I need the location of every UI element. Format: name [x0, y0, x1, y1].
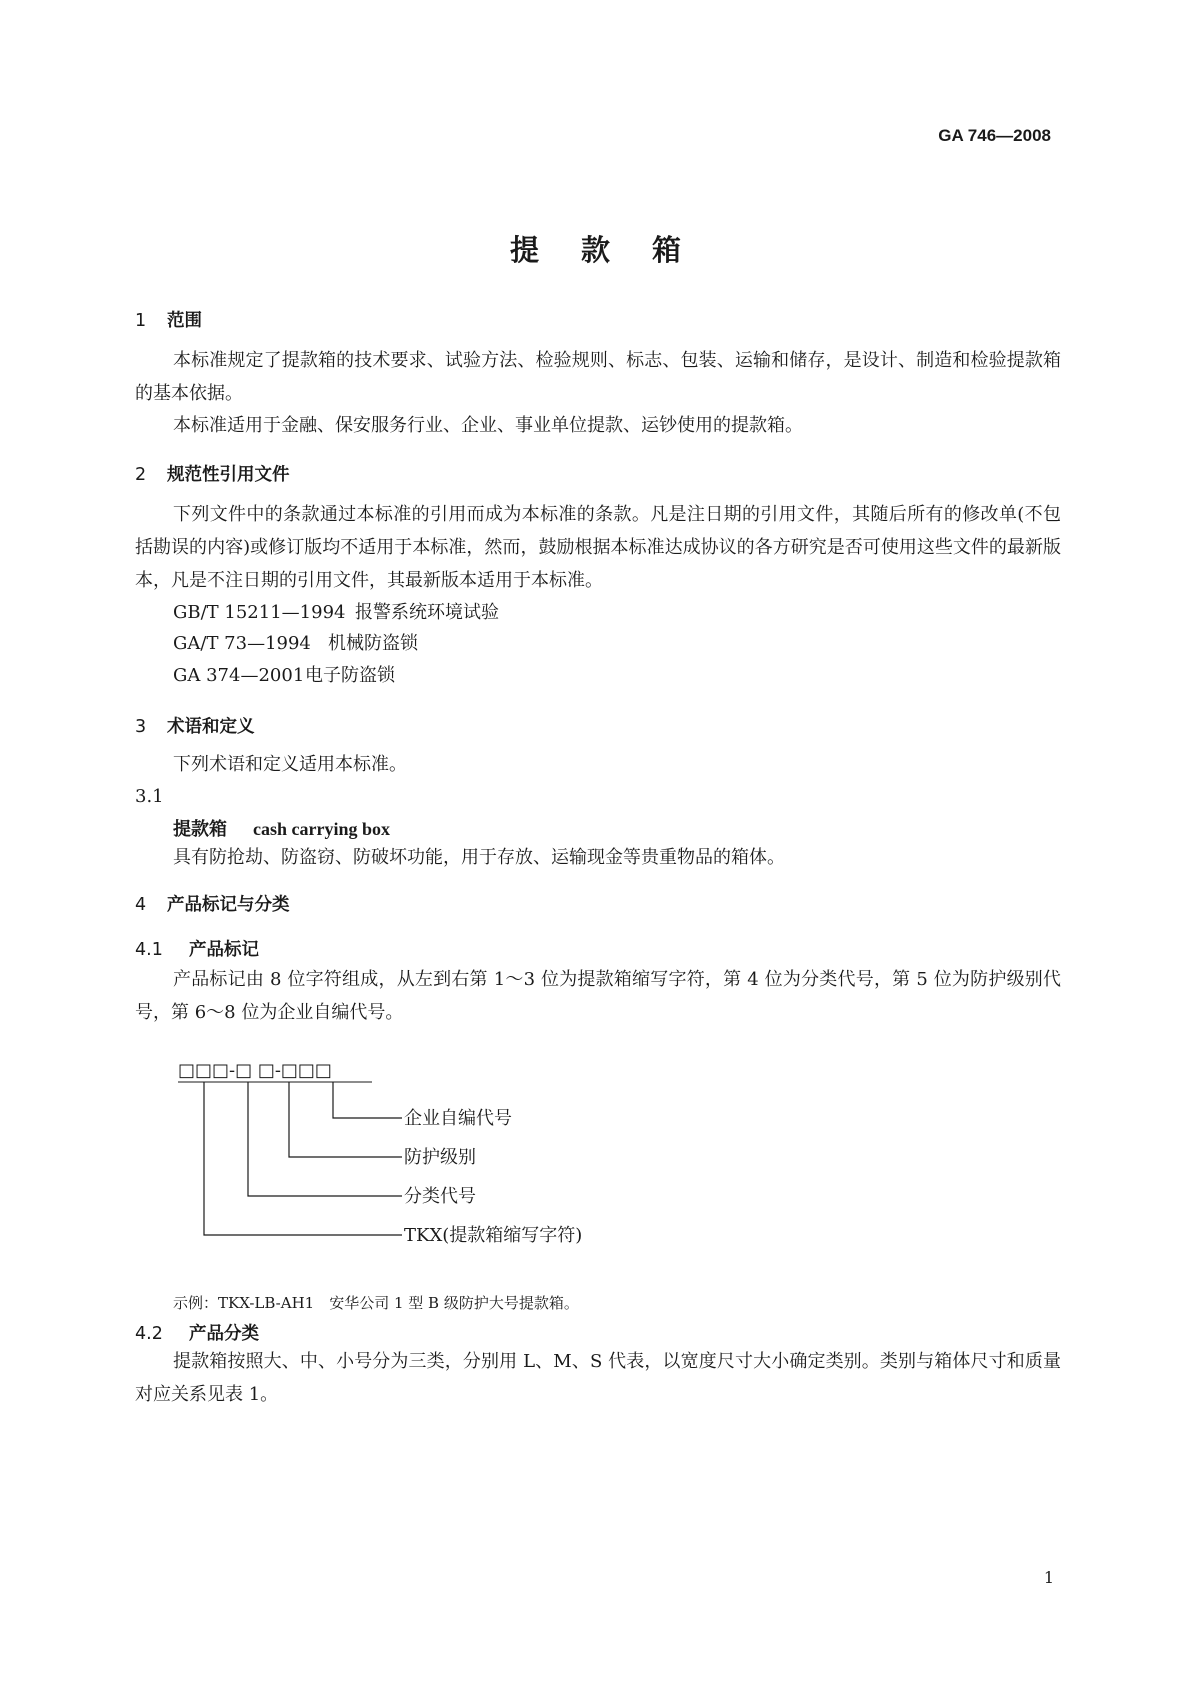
- section-1-heading: [135, 307, 202, 332]
- bracket-category-code: [248, 1082, 402, 1196]
- reference-title: 电子防盗锁: [305, 665, 395, 686]
- term-number: 3.1: [135, 786, 164, 807]
- section-2-heading: [135, 461, 290, 486]
- section-number: 3: [135, 717, 147, 737]
- term-entry: [173, 815, 390, 841]
- reference-item: [173, 661, 395, 687]
- paragraph: 下列术语和定义适用本标准。: [173, 754, 407, 775]
- section-4-1-heading: [135, 936, 259, 961]
- product-marking-diagram: [170, 1050, 670, 1250]
- marking-pattern: □□□-□ □-□□□: [178, 1060, 332, 1081]
- section-title: 规范性引用文件: [167, 465, 290, 485]
- reference-code: GA 374—2001: [173, 665, 305, 686]
- label-company-code: 企业自编代号: [404, 1108, 512, 1129]
- example-note: 示例：TKX-LB-AH1 安华公司 1 型 B 级防护大号提款箱。: [173, 1294, 579, 1312]
- bracket-abbreviation: [204, 1082, 402, 1235]
- section-number: 4: [135, 895, 147, 915]
- section-4-heading: [135, 891, 290, 916]
- section-title: 产品分类: [189, 1324, 259, 1344]
- paragraph: 下列文件中的条款通过本标准的引用而成为本标准的条款。凡是注日期的引用文件，其随后所有的修改单(不包括勘误的内容)或修订版均不适用于本标准，然而，鼓励根据本标准达成协议的各方研究是否可使用这些文件的最新版本，凡是不注日期的引用文件，其最新版本适用于本标准。: [135, 504, 1061, 591]
- page-number: 1: [1043, 1568, 1054, 1587]
- section-3-heading: [135, 713, 255, 738]
- section-number: 4.2: [135, 1324, 163, 1344]
- paragraph: 本标准规定了提款箱的技术要求、试验方法、检验规则、标志、包装、运输和储存，是设计、制造和检验提款箱的基本依据。: [135, 350, 1061, 404]
- reference-code: GB/T 15211—1994: [173, 602, 346, 623]
- term-english: cash carrying box: [253, 819, 390, 839]
- paragraph: 产品标记由 8 位字符组成，从左到右第 1～3 位为提款箱缩写字符，第 4 位为分类代号，第 5 位为防护级别代号，第 6～8 位为企业自编代号。: [135, 969, 1061, 1023]
- reference-title: 机械防盗锁: [328, 633, 418, 654]
- section-title: 范围: [167, 311, 202, 331]
- section-number: 1: [135, 311, 147, 331]
- term-chinese: 提款箱: [173, 819, 227, 840]
- term-definition: 具有防抢劫、防盗窃、防破坏功能，用于存放、运输现金等贵重物品的箱体。: [173, 847, 785, 868]
- section-title: 术语和定义: [167, 717, 255, 737]
- section-title: 产品标记与分类: [167, 895, 290, 915]
- label-protection-level: 防护级别: [404, 1147, 476, 1168]
- paragraph: 本标准适用于金融、保安服务行业、企业、事业单位提款、运钞使用的提款箱。: [173, 415, 803, 436]
- section-title: 产品标记: [189, 940, 259, 960]
- paragraph: 提款箱按照大、中、小号分为三类，分别用 L、M、S 代表，以宽度尺寸大小确定类别。类别与箱体尺寸和质量对应关系见表 1。: [135, 1351, 1061, 1405]
- document-title: 提款箱: [509, 233, 723, 267]
- section-number: 2: [135, 465, 147, 485]
- reference-code: GA/T 73—1994: [173, 633, 311, 654]
- reference-item: [173, 598, 499, 624]
- label-abbreviation: TKX(提款箱缩写字符): [404, 1225, 583, 1246]
- label-category-code: 分类代号: [404, 1186, 476, 1207]
- bracket-protection-level: [289, 1082, 402, 1157]
- section-number: 4.1: [135, 940, 163, 960]
- reference-title: 报警系统环境试验: [355, 602, 499, 623]
- section-4-2-heading: [135, 1320, 259, 1345]
- bracket-company-code: [333, 1082, 402, 1118]
- reference-item: [173, 629, 418, 655]
- standard-code: GA 746—2008: [938, 126, 1051, 145]
